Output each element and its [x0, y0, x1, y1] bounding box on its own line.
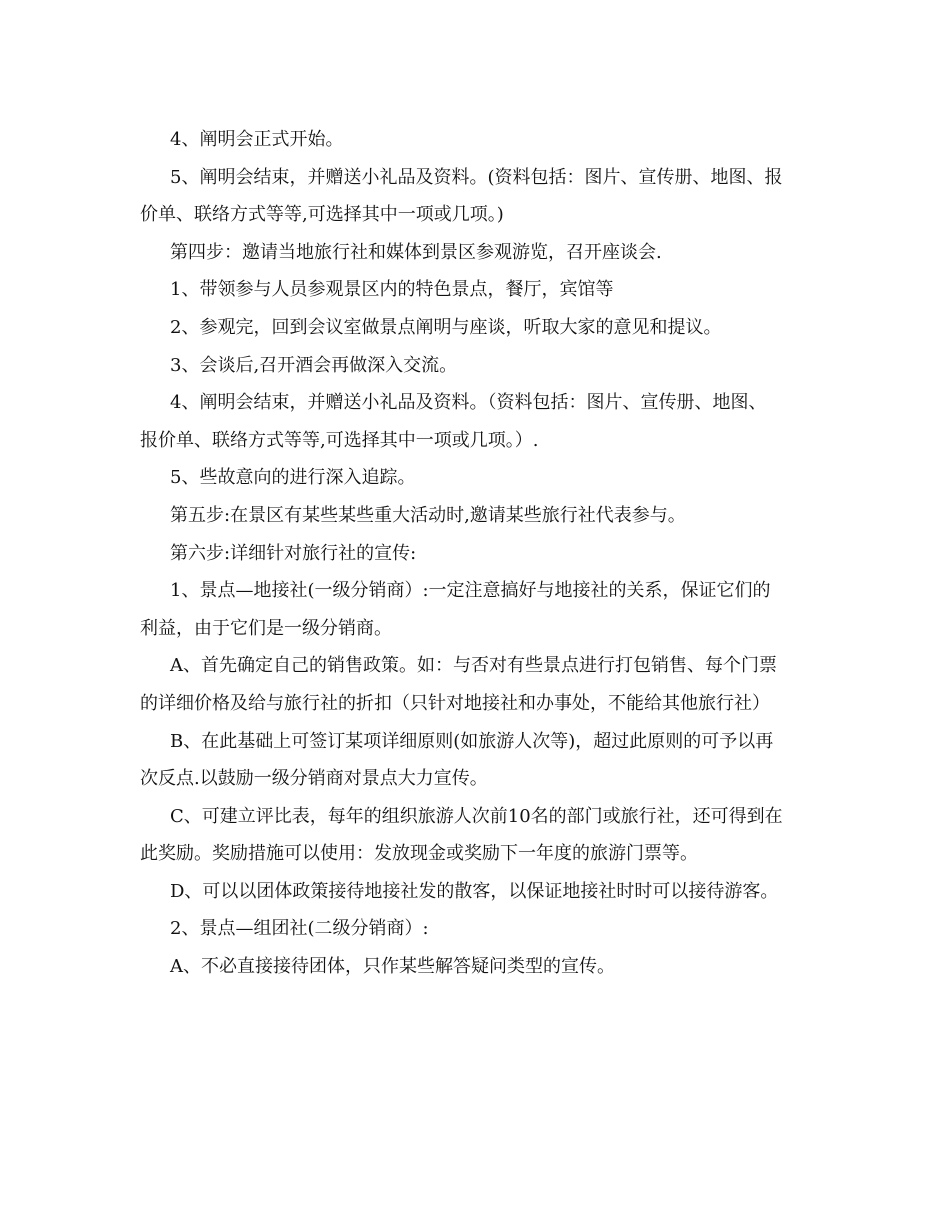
paragraph-line: 5、阐明会结束，并赠送小礼品及资料。(资料包括：图片、宣传册、地图、报 — [170, 166, 783, 188]
paragraph-line: C、可建立评比表，每年的组织旅游人次前10名的部门或旅行社，还可得到在 — [170, 805, 783, 827]
paragraph-line: A、不必直接接待团体，只作某些解答疑问类型的宣传。 — [170, 956, 615, 978]
paragraph-line: 次反点.以鼓励一级分销商对景点大力宣传。 — [140, 768, 488, 790]
document-body — [140, 121, 820, 986]
paragraph-line: 1、带领参与人员参观景区内的特色景点，餐厅，宾馆等 — [170, 279, 614, 301]
paragraph-line: 报价单、联络方式等等,可选择其中一项或几项。）. — [140, 429, 539, 451]
paragraph-line: 2、景点—组团社(二级分销商）: — [170, 918, 429, 940]
paragraph-line: 4、阐明会结束，并赠送小礼品及资料。（资料包括：图片、宣传册、地图、 — [170, 392, 767, 414]
paragraph-line: 4、阐明会正式开始。 — [170, 129, 344, 150]
paragraph-line: 3、会谈后,召开酒会再做深入交流。 — [170, 354, 458, 376]
paragraph-line: 第五步:在景区有某些某些重大活动时,邀请某些旅行社代表参与。 — [170, 504, 686, 526]
paragraph-line: 第四步：邀请当地旅行社和媒体到景区参观游览，召开座谈会. — [170, 241, 662, 263]
paragraph-line: 5、些故意向的进行深入追踪。 — [170, 467, 416, 489]
paragraph-line: 的详细价格及给与旅行社的折扣（只针对地接社和办事处，不能给其他旅行社） — [140, 692, 770, 714]
paragraph-line: 价单、联络方式等等,可选择其中一项或几项。) — [140, 204, 504, 226]
paragraph-line: 利益，由于它们是一级分销商。 — [140, 617, 392, 639]
paragraph-line: A、首先确定自己的销售政策。如：与否对有些景点进行打包销售、每个门票 — [170, 655, 777, 677]
paragraph-line: 此奖励。奖励措施可以使用：发放现金或奖励下一年度的旅游门票等。 — [140, 843, 698, 865]
paragraph-line: 1、景点—地接社(一级分销商）:一定注意搞好与地接社的关系，保证它们的 — [170, 580, 771, 602]
paragraph-line: 第六步:详细针对旅行社的宣传: — [170, 542, 417, 564]
paragraph-line: 2、参观完，回到会议室做景点阐明与座谈，听取大家的意见和提议。 — [170, 316, 722, 338]
paragraph-line: D、可以以团体政策接待地接社发的散客，以保证地接社时时可以接待游客。 — [170, 880, 779, 902]
paragraph-line: B、在此基础上可签订某项详细原则(如旅游人次等)，超过此原则的可予以再 — [170, 730, 774, 752]
